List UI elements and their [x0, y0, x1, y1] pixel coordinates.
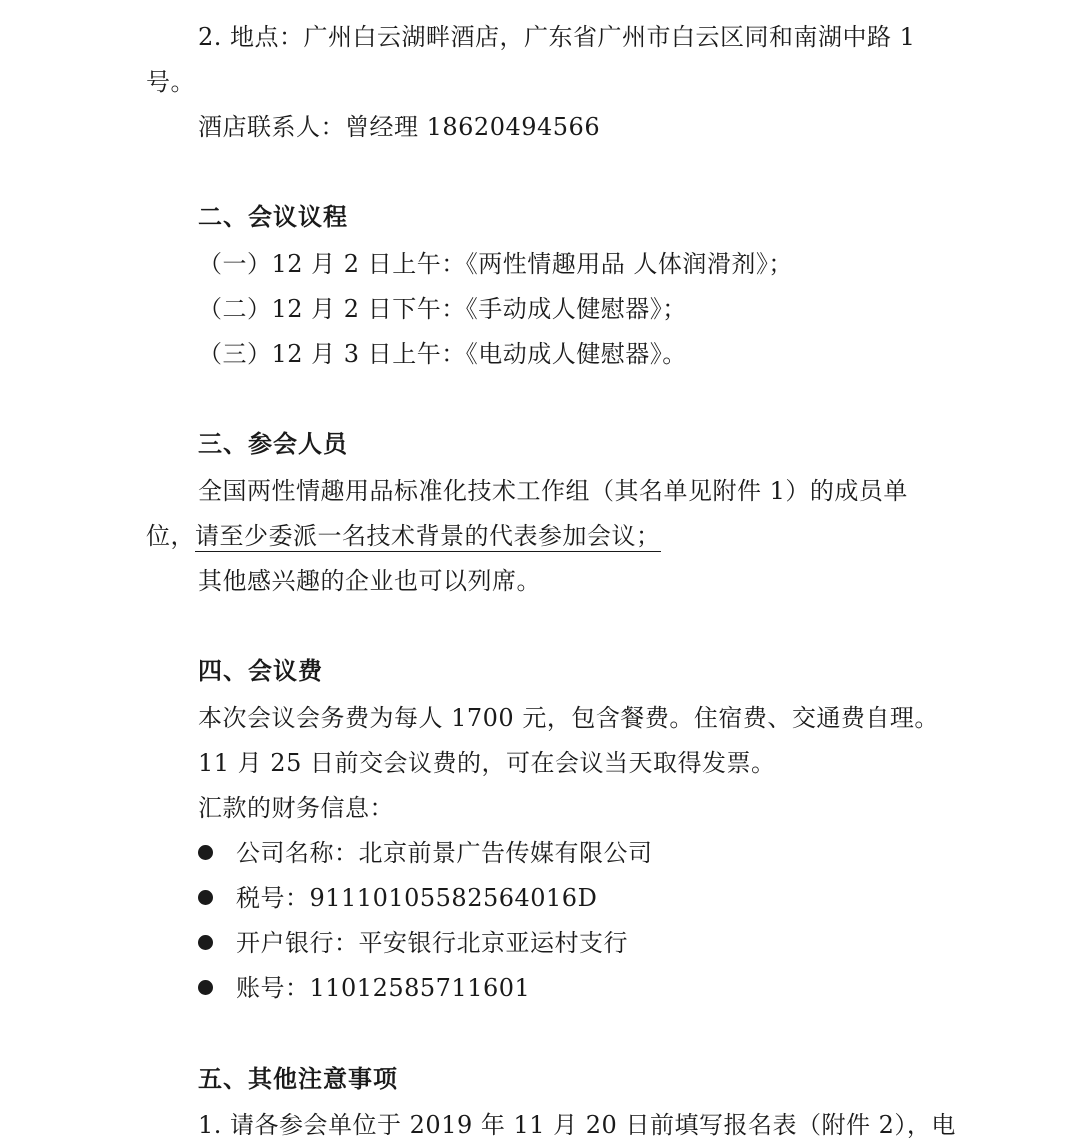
bullet-dot-icon [198, 890, 213, 905]
notes-paragraph-line: 1. 请各参会单位于 2019 年 11 月 20 日前填写报名表（附件 2），电 [198, 1111, 956, 1139]
bullet-dot-icon [198, 935, 213, 950]
bullet-item: 账号：11012585711601 [236, 974, 531, 1002]
fee-paragraph-line: 汇款的财务信息： [198, 794, 394, 822]
bullet-dot-icon [198, 845, 213, 860]
fee-paragraph-line: 本次会议会务费为每人 1700 元，包含餐费。住宿费、交通费自理。 [198, 704, 939, 732]
attendees-line-prefix: 位， [146, 522, 195, 550]
underlined-requirement: 请至少委派一名技术背景的代表参加会议； [195, 522, 661, 550]
section-heading-attendees: 三、参会人员 [198, 430, 348, 458]
attendees-paragraph-line: 其他感兴趣的企业也可以列席。 [198, 567, 541, 595]
agenda-item: （三）12 月 3 日上午：《电动成人健慰器》。 [198, 340, 687, 368]
bullet-item: 税号：91110105582564016D [236, 884, 598, 912]
location-line: 2. 地点：广州白云湖畔酒店，广东省广州市白云区同和南湖中路 1 [198, 23, 916, 51]
section-heading-fee: 四、会议费 [198, 657, 323, 685]
bullet-item: 公司名称：北京前景广告传媒有限公司 [236, 839, 653, 867]
agenda-item: （二）12 月 2 日下午：《手动成人健慰器》； [198, 295, 687, 323]
location-line-continued: 号。 [146, 68, 195, 96]
fee-paragraph-line: 11 月 25 日前交会议费的，可在会议当天取得发票。 [198, 749, 776, 777]
section-heading-agenda: 二、会议议程 [198, 203, 348, 231]
hotel-contact: 酒店联系人：曾经理 18620494566 [198, 113, 601, 141]
agenda-item: （一）12 月 2 日上午：《两性情趣用品 人体润滑剂》； [198, 250, 793, 278]
attendees-paragraph-line [146, 520, 661, 552]
attendees-paragraph-line: 全国两性情趣用品标准化技术工作组（其名单见附件 1）的成员单 [198, 477, 908, 505]
bullet-dot-icon [198, 980, 213, 995]
section-heading-notes: 五、其他注意事项 [198, 1065, 398, 1093]
bullet-item: 开户银行：平安银行北京亚运村支行 [236, 929, 628, 957]
